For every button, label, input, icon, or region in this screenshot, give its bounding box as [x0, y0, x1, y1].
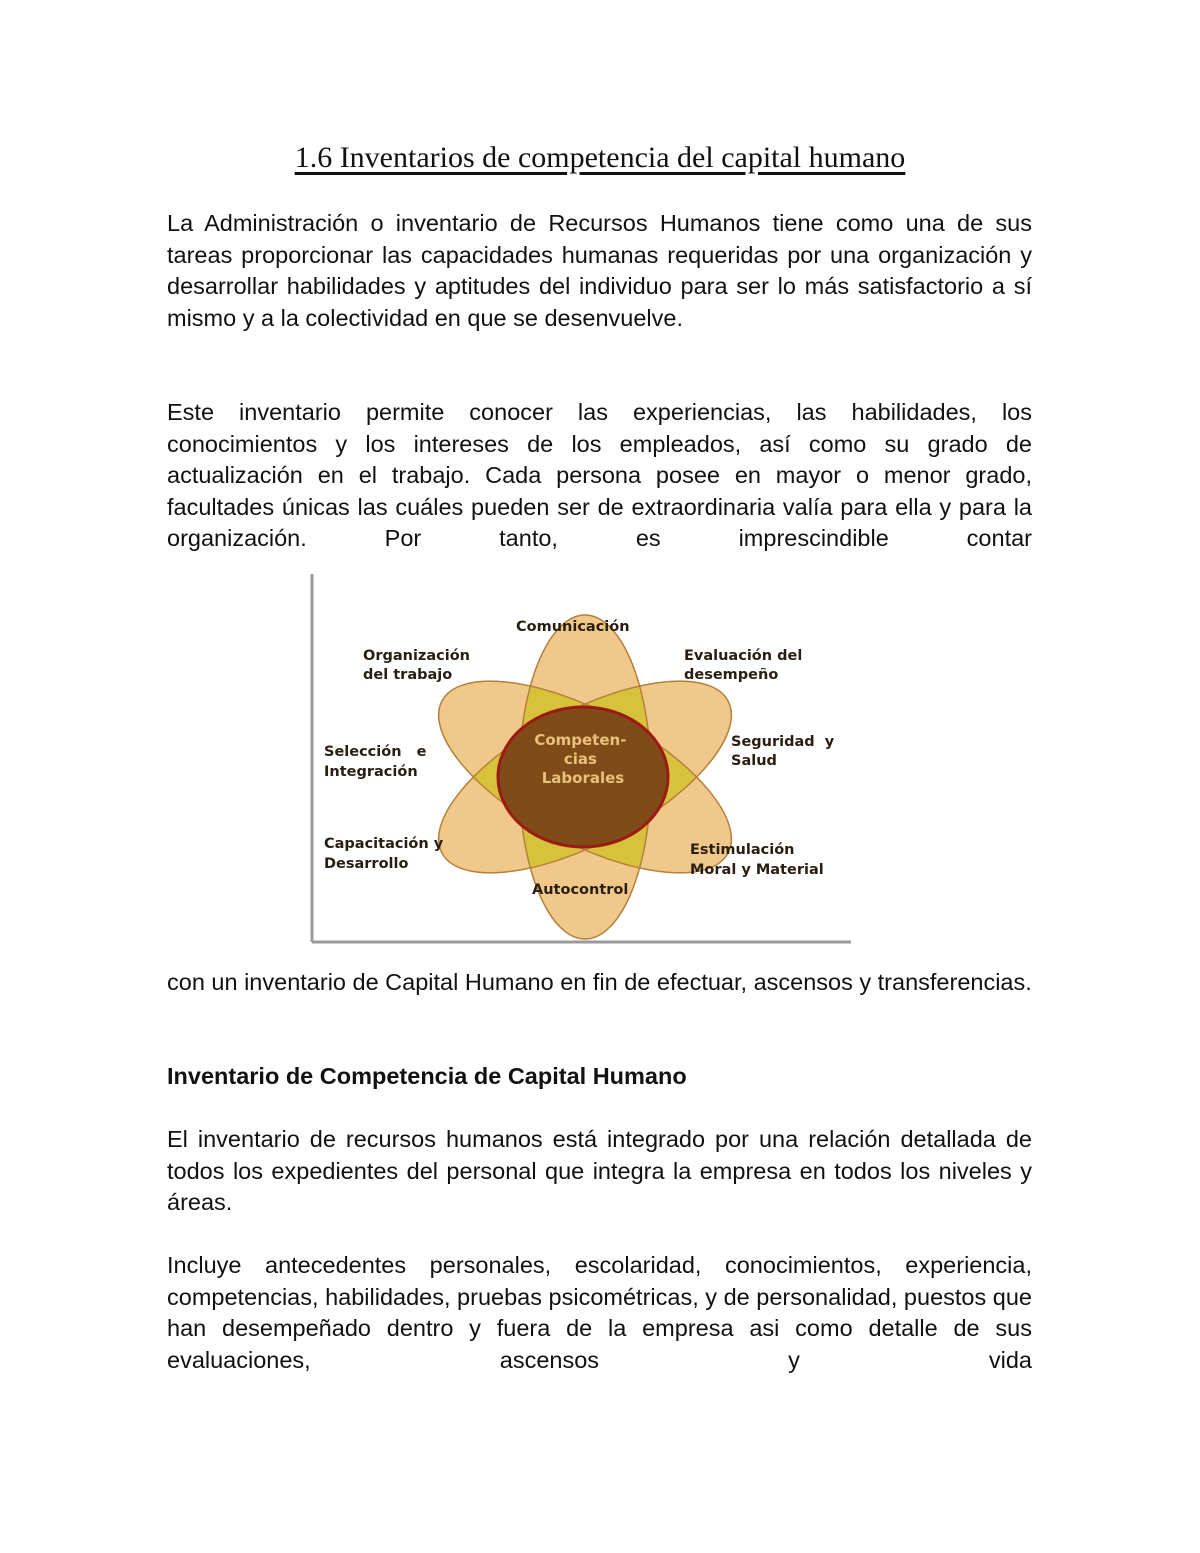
page-title: 1.6 Inventarios de competencia del capital humano	[294, 141, 906, 174]
label-comunicacion: Comunicación	[516, 619, 630, 635]
competencias-diagram-svg	[305, 570, 860, 948]
label-estimulacion: Estimulación Moral y Material	[690, 842, 824, 878]
includes-paragraph: Incluye antecedentes personales, escolaridad, conocimientos, experiencia, competencias, habilidades, pruebas psicométricas, y de personalidad, puestos que han desempeñado dentro y fuera de la empresa asi como detalle de sus evaluaciones, ascensos y vida	[167, 1252, 1032, 1373]
continuation-paragraph: con un inventario de Capital Humano en fin de efectuar, ascensos y transferencias.	[167, 969, 1032, 995]
inventory-paragraph: Este inventario permite conocer las experiencias, las habilidades, los conocimientos y los intereses de los empleados, así como su grado de actualización en el trabajo. Cada persona posee en mayor o menor grado, facultades únicas las cuáles pueden ser de extraordinaria valía para ella y para la organización. Por tanto, es imprescindible contar	[167, 399, 1032, 551]
label-autocontrol: Autocontrol	[532, 882, 629, 898]
label-seleccion: Selección e Integración	[324, 744, 427, 780]
center-label-line-3: Laborales	[541, 769, 625, 787]
competencias-diagram	[305, 570, 860, 948]
intro-paragraph: La Administración o inventario de Recursos Humanos tiene como una de sus tareas proporcionar las capacidades humanas requeridas por una organización y desarrollar habilidades y aptitudes del individuo para ser lo más satisfactorio a sí mismo y a la colectividad en que se desenvuelve.	[167, 210, 1032, 331]
label-capacitacion: Capacitación y Desarrollo	[324, 836, 444, 872]
section-heading: Inventario de Competencia de Capital Humano	[167, 1063, 687, 1089]
definition-paragraph: El inventario de recursos humanos está integrado por una relación detallada de todos los expedientes del personal que integra la empresa en todos los niveles y áreas.	[167, 1126, 1032, 1215]
label-seguridad: Seguridad y Salud	[731, 734, 835, 769]
center-label-line-1: Competen-	[534, 731, 627, 749]
center-label-line-2: cias	[563, 750, 597, 768]
label-evaluacion: Evaluación del desempeño	[684, 648, 803, 683]
label-organizacion: Organización del trabajo	[363, 648, 471, 683]
